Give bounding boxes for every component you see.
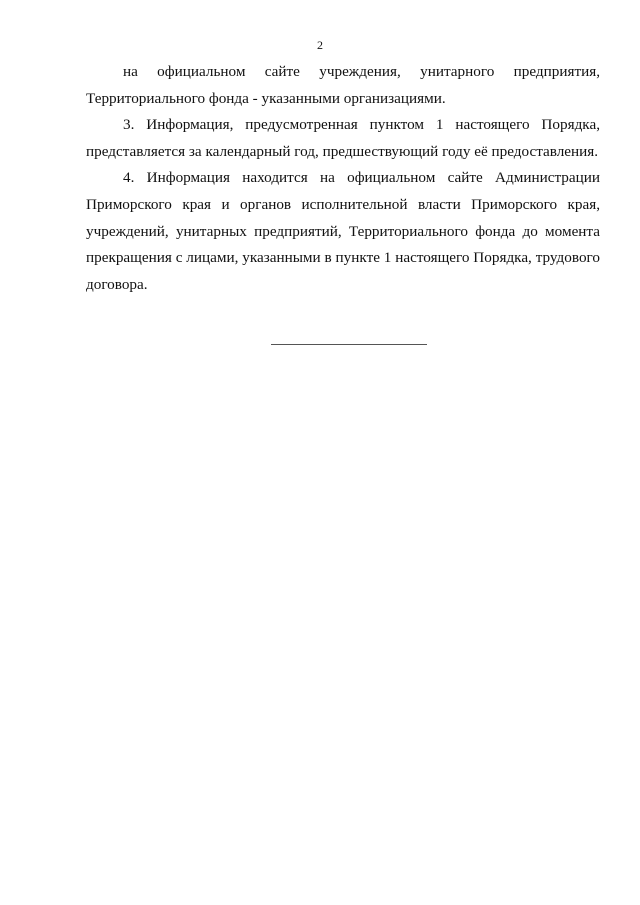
paragraph-continuation: на официальном сайте учреждения, унитарного предприятия, Территориального фонда - указанными организациями. <box>86 63 600 107</box>
page-number: 2 <box>317 38 323 52</box>
end-separator-line <box>271 344 427 345</box>
paragraph-item-3: 3. Информация, предусмотренная пунктом 1 настоящего Порядка, представляется за календарный год, предшествующий году её предоставления. <box>86 116 600 160</box>
paragraph-item-4: 4. Информация находится на официальном сайте Администрации Приморского края и органов исполнительной власти Приморского края, учреждений, унитарных предприятий, Территориального фонда до момента прекращения с лицами, указанными в пункте 1 настоящего Порядка, трудового договора. <box>86 169 600 293</box>
document-body <box>86 59 600 298</box>
